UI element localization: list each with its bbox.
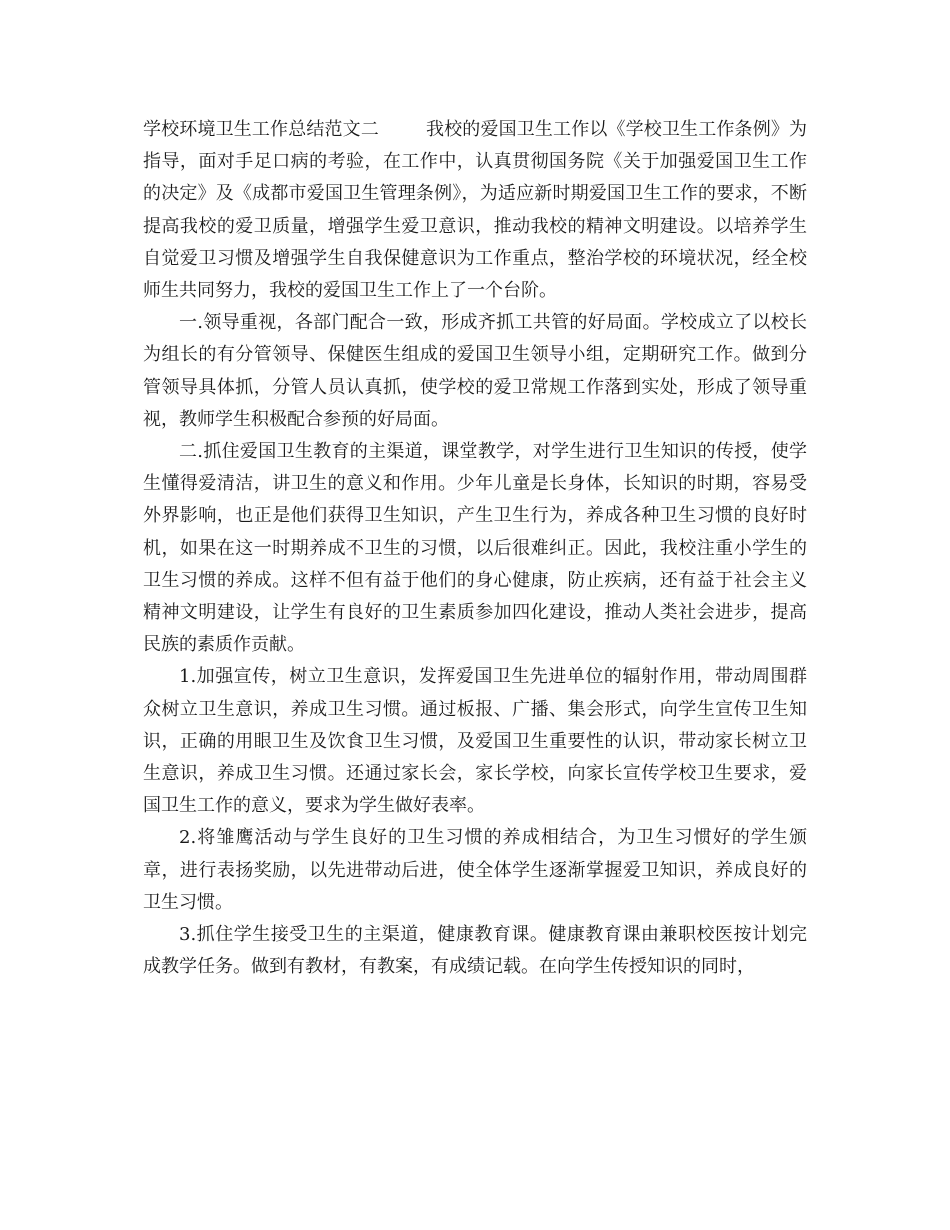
- intro-paragraph: [143, 114, 807, 307]
- section-2-paragraph: 二.抓住爱国卫生教育的主渠道，课堂教学，对学生进行卫生知识的传授，使学生懂得爱清洁，讲卫生的意义和作用。少年儿童是长身体，长知识的时期，容易受外界影响，也正是他们获得卫生知识，产生卫生行为，养成各种卫生习惯的良好时机，如果在这一时期养成不卫生的习惯，以后很难纠正。因此，我校注重小学生的卫生习惯的养成。这样不但有益于他们的身心健康，防止疾病，还有益于社会主义精神文明建设，让学生有良好的卫生素质参加四化建设，推动人类社会进步，提高民族的素质作贡献。: [143, 441, 807, 656]
- item-3-paragraph: 3.抓住学生接受卫生的主渠道，健康教育课。健康教育课由兼职校医按计划完成教学任务。做到有教材，有教案，有成绩记载。在向学生传授知识的同时，: [143, 924, 807, 978]
- paragraph-text: 我校的爱国卫生工作以《学校卫生工作条例》为指导，面对手足口病的考验，在工作中，认真贯彻国务院《关于加强爱国卫生工作的决定》及《成都市爱国卫生管理条例》，为适应新时期爱国卫生工作的要求，不断提高我校的爱卫质量，增强学生爱卫意识，推动我校的精神文明建设。以培养学生自觉爱卫习惯及增强学生自我保健意识为工作重点，整治学校的环境状况，经全校师生共同努力，我校的爱国卫生工作上了一个台阶。: [143, 119, 808, 302]
- document-title: 学校环境卫生工作总结范文二: [143, 119, 379, 140]
- item-1-paragraph: 1.加强宣传，树立卫生意识，发挥爱国卫生先进单位的辐射作用，带动周围群众树立卫生意识，养成卫生习惯。通过板报、广播、集会形式，向学生宣传卫生知识，正确的用眼卫生及饮食卫生习惯，及爱国卫生重要性的认识，带动家长树立卫生意识，养成卫生习惯。还通过家长会，家长学校，向家长宣传学校卫生要求，爱国卫生工作的意义，要求为学生做好表率。: [143, 666, 807, 817]
- item-2-paragraph: 2.将雏鹰活动与学生良好的卫生习惯的养成相结合，为卫生习惯好的学生颁章，进行表扬奖励，以先进带动后进，使全体学生逐渐掌握爱卫知识，养成良好的卫生习惯。: [143, 827, 807, 913]
- section-1-paragraph: 一.领导重视，各部门配合一致，形成齐抓工共管的好局面。学校成立了以校长为组长的有分管领导、保健医生组成的爱国卫生领导小组，定期研究工作。做到分管领导具体抓，分管人员认真抓，使学校的爱卫常规工作落到实处，形成了领导重视，教师学生积极配合参预的好局面。: [143, 312, 807, 430]
- document-body: [143, 114, 807, 983]
